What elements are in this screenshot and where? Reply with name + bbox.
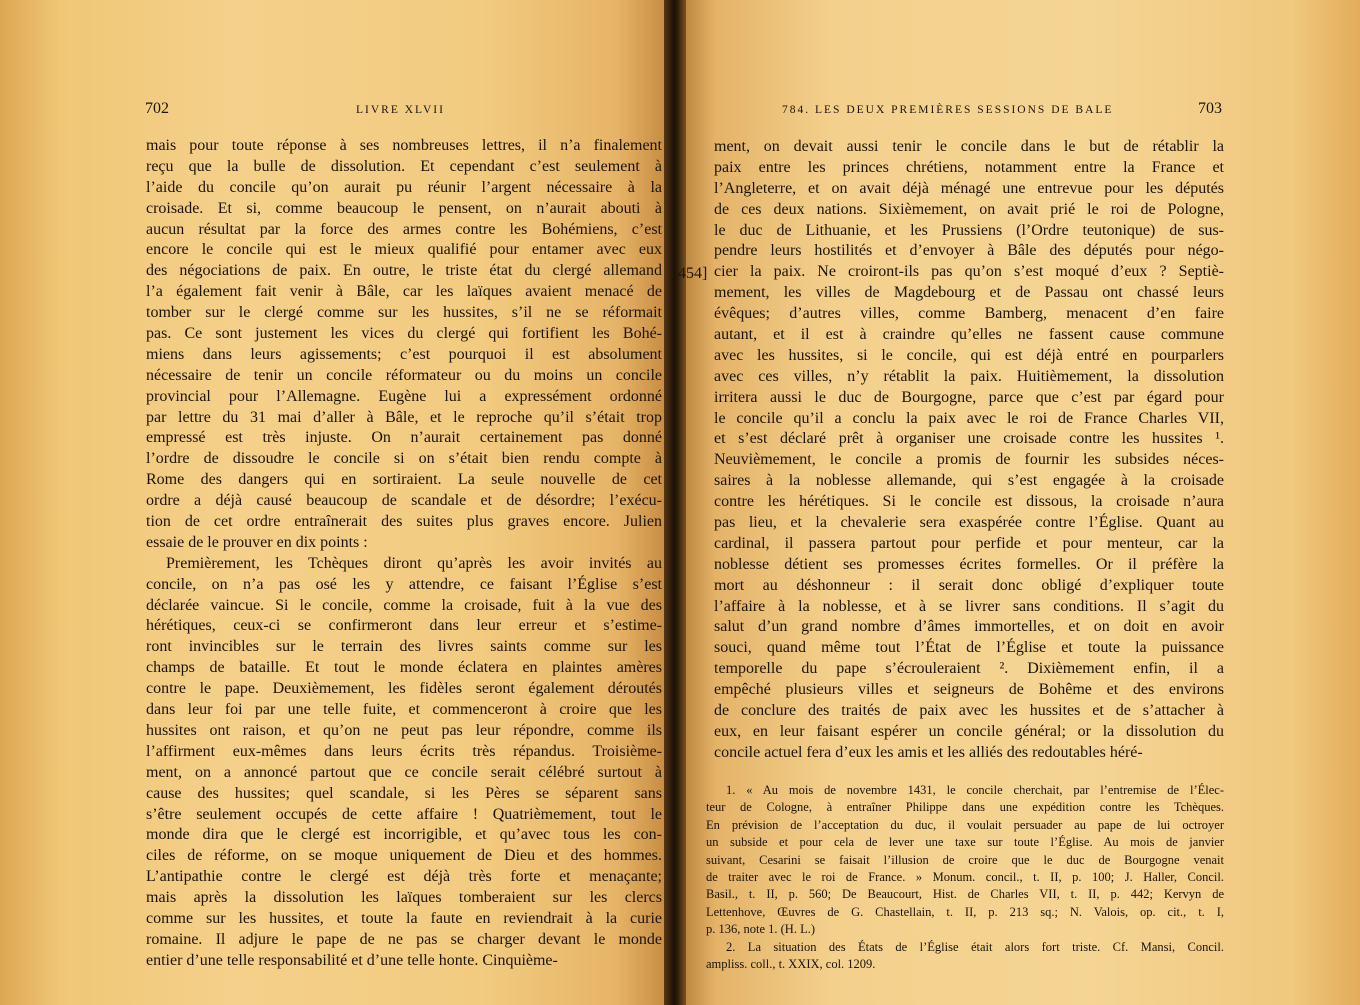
right-page-number: 703 xyxy=(1198,100,1222,117)
text-line: miens dans leurs agissements; c’est pourquoi il est absolument xyxy=(146,345,662,363)
text-line: mort au déshonneur : il serait donc obligé d’expliquer toute xyxy=(714,576,1224,594)
text-line: provincial pour l’Allemagne. Eugène lui a expressément ordonné xyxy=(146,387,662,405)
footnote-line: p. 136, note 1. (H. L.) xyxy=(706,922,816,937)
text-line: aucun résultat par la force des armes contre les Bohémiens, c’est xyxy=(146,220,662,238)
footnote-line: Lettenhove, Œuvres de G. Chastellain, t. II, p. 213 sq.; N. Valois, op. cit., t. I, xyxy=(706,904,1224,919)
text-line: L’antipathie contre le clergé est déjà très forte et menaçante; xyxy=(146,868,662,886)
text-line: contre les hérétiques. Si le concile est dissous, la croisade n’aura xyxy=(714,493,1224,511)
footnote-line: teur de Cologne, à entraîner Philippe dans une expédition contre les Tchèques. xyxy=(706,800,1224,815)
text-line: champs de bataille. Et tout le monde éclatera en plaintes amères xyxy=(146,659,662,677)
text-line: tomber sur le clergé comme sur les hussites, s’il ne se réformait xyxy=(146,304,662,322)
text-line: mais pour toute réponse à ses nombreuses lettres, il n’a finalement xyxy=(146,137,662,154)
footnote-line: Basil., t. II, p. 560; De Beaucourt, Hist. de Charles VII, t. II, p. 442; Kervyn de xyxy=(706,887,1224,902)
text-line: monde dira que le clergé est incorrigible, et qu’avec tous les con- xyxy=(146,826,662,844)
text-line: avec les hussites, si le concile, qui est déjà entré en pourparlers xyxy=(714,346,1224,364)
footnotes xyxy=(706,782,1224,973)
text-line: de conclure des traités de paix avec les hussites et de s’attacher à xyxy=(714,702,1224,720)
text-line: l’affaire à la noblesse, et à se livrer sans conditions. Il s’agit du xyxy=(714,597,1224,615)
text-line: souci, quand même tout l’État de l’Église et toute la puissance xyxy=(714,639,1224,657)
right-running-head: 784. LES DEUX PREMIÈRES SESSIONS DE BALE xyxy=(782,104,1114,116)
right-body-text xyxy=(714,137,1224,764)
text-line: ciles de réforme, on se moque uniquement de Dieu et des hommes. xyxy=(146,847,662,865)
text-line: encore le concile qui est le mieux qualifié pour entamer avec eux xyxy=(146,241,662,259)
text-line: l’ordre de dissoudre le concile si on s’était bien rendu compte à xyxy=(146,450,662,468)
text-line: l’affirment eux-mêmes dans leurs écrits très répandus. Troisième- xyxy=(146,742,662,760)
text-line: de ces deux nations. Sixièmement, on avait prié le roi de Pologne, xyxy=(714,200,1224,218)
text-line: le concile qu’il a conclu la paix avec le roi de France Charles VII, xyxy=(714,409,1224,427)
book-gutter xyxy=(664,0,686,1005)
text-line: eux, en leur faisant espérer un concile général; or la dissolution du xyxy=(714,722,1224,740)
text-line: le duc de Lithuanie, et les Prussiens (l’Ordre teutonique) de sus- xyxy=(714,221,1224,239)
left-page-number: 702 xyxy=(145,100,169,117)
text-line: pendre leurs hostilités et d’envoyer à Bâle des députés pour négo- xyxy=(714,242,1224,260)
text-line: irritera aussi le duc de Bourgogne, parce que c’est par égard pour xyxy=(714,388,1224,406)
text-line: cardinal, il passera partout pour perfide et pour menteur, car la xyxy=(714,534,1224,552)
footnote-line: 2. La situation des États de l’Église était alors fort triste. Cf. Mansi, Concil. xyxy=(726,939,1224,954)
text-line: avec ces villes, n’y rétablit la paix. Huitièmement, la dissolution xyxy=(714,367,1224,385)
text-line: évêques; d’autres villes, comme Bamberg, menacent d’en faire xyxy=(714,305,1224,323)
text-line: hérétiques, ceux-ci se confirmeront dans leur erreur et s’estime- xyxy=(146,617,662,635)
text-line: empressé est très injuste. On n’aurait certainement pas donné xyxy=(146,429,662,447)
text-line: Neuvièmement, le concile a promis de fournir les subsides néces- xyxy=(714,451,1224,469)
text-line: Rome des dangers qui en sortiraient. La seule nouvelle de cet xyxy=(146,471,662,489)
text-line: pas. Ce sont justement les vices du clergé qui fortifient les Bohé- xyxy=(146,325,662,343)
text-line: tion de cet ordre entraînerait des suites plus graves encore. Julien xyxy=(146,513,662,531)
text-line: pas lieu, et la chevalerie sera exaspérée contre l’Église. Quant au xyxy=(714,514,1224,532)
left-body-text xyxy=(146,136,662,972)
text-line: dans leur foi par une telle fuite, et commenceront à croire que les xyxy=(146,701,662,719)
text-line: comme sur les hussites, et toute la faute en reviendrait à la curie xyxy=(146,909,662,927)
text-line: l’aide du concile qu’on aurait pu réunir l’argent nécessaire à la xyxy=(146,178,662,196)
footnote-line: de traiter avec le roi de France. » Monum. concil., t. II, p. 100; J. Haller, Concil. xyxy=(706,869,1224,884)
text-line: salut d’un grand nombre d’âmes immortelles, et on doit en avoir xyxy=(714,618,1224,636)
text-line: l’a également fait venir à Bâle, car les laïques avaient menacé de xyxy=(146,283,662,301)
text-line: par lettre du 31 mai d’aller à Bâle, et le reproche qu’il s’était trop xyxy=(146,408,662,426)
text-line: saires à la noblesse allemande, qui s’est engagée à la croisade xyxy=(714,472,1224,490)
text-line: croisade. Et si, comme beaucoup le pensent, on n’aurait abouti à xyxy=(146,199,662,217)
text-line: mais après la dissolution les laïques tomberaient sur les clercs xyxy=(146,889,662,907)
text-line: et s’est déclaré prêt à organiser une croisade contre les hussites ¹. xyxy=(714,430,1224,448)
footnote-line: 1. « Au mois de novembre 1431, le concile cherchait, par l’entremise de l’Élec- xyxy=(726,783,1224,797)
text-line: s’être seulement occupés de cette affaire ! Quatrièmement, tout le xyxy=(146,805,662,823)
left-running-head: LIVRE XLVII xyxy=(356,104,445,116)
text-line: déclarée vaincue. Si le concile, comme la croisade, fuit à la vue des xyxy=(146,596,662,614)
text-line: concile, on n’a pas osé les y attendre, ce faisant l’Église s’est xyxy=(146,575,662,593)
text-line: hussites ont raison, et qu’on ne peut pas leur répondre, comme ils xyxy=(146,721,662,739)
footnote-line: suivant, Cesarini se faisait l’illusion de croire que le duc de Bourgogne venait xyxy=(706,852,1224,867)
footnote-line: ampliss. coll., t. XXIX, col. 1209. xyxy=(706,956,876,971)
footnote-line: un subside et pour cela de lever une taxe sur toute l’Église. Au mois de janvier xyxy=(706,835,1224,850)
footnote-line: En prévision de l’acceptation du duc, il voulait persuader au pape de lui octroyer xyxy=(706,817,1224,832)
right-page xyxy=(682,0,1360,1005)
text-line: ment, on devait aussi tenir le concile dans le but de rétablir la xyxy=(714,138,1224,155)
text-line: Premièrement, les Tchèques diront qu’après les avoir invités au xyxy=(166,554,662,572)
text-line: essaie de le prouver en dix points : xyxy=(146,533,368,551)
text-line: contre le pape. Deuxièmement, les fidèles seront également déroutés xyxy=(146,680,662,698)
text-line: temporelle du pape s’écrouleraient ². Dixièmement enfin, il a xyxy=(714,660,1224,678)
text-line: ordre a déjà causé beaucoup de scandale et de désordre; l’exécu- xyxy=(146,492,662,510)
text-line: reçu que la bulle de dissolution. Et cependant c’est seulement à xyxy=(146,157,662,175)
text-line: cier la paix. Ne croiront-ils pas qu’on s’est moqué d’eux ? Septiè- xyxy=(714,263,1224,281)
text-line: des négociations de paix. En outre, le triste état du clergé allemand xyxy=(146,262,662,280)
text-line: autant, et il est à craindre qu’elles ne fassent cause commune xyxy=(714,326,1224,344)
text-line: concile actuel fera d’eux les amis et les alliés des redoutables héré- xyxy=(714,743,1143,761)
text-line: nécessaire de tenir un concile réformateur ou du moins un concile xyxy=(146,366,662,384)
text-line: ment, on a annoncé partout que ce concile serait célébré surtout à xyxy=(146,763,662,781)
text-line: empêché plusieurs villes et seigneurs de Bohême et des environs xyxy=(714,681,1224,699)
text-line: mement, les villes de Magdebourg et de Passau ont chassé leurs xyxy=(714,284,1224,302)
margin-reference-number: 454] xyxy=(678,265,708,282)
text-line: cause des hussites; quel scandale, si les Pères se séparent sans xyxy=(146,784,662,802)
text-line: noblesse détient ses promesses écrites formelles. Or il préfère la xyxy=(714,555,1224,573)
text-line: romaine. Il adjure le pape de ne pas se charger devant le monde xyxy=(146,930,662,948)
left-page xyxy=(0,0,670,1005)
text-line: l’Angleterre, et on avait déjà ménagé une entrevue pour les députés xyxy=(714,179,1224,197)
text-line: entier d’une telle responsabilité et d’une telle honte. Cinquième- xyxy=(146,951,558,969)
text-line: paix entre les princes chrétiens, notamment entre la France et xyxy=(714,158,1224,176)
text-line: ront invincibles sur le terrain des livres saints comme sur les xyxy=(146,638,662,656)
